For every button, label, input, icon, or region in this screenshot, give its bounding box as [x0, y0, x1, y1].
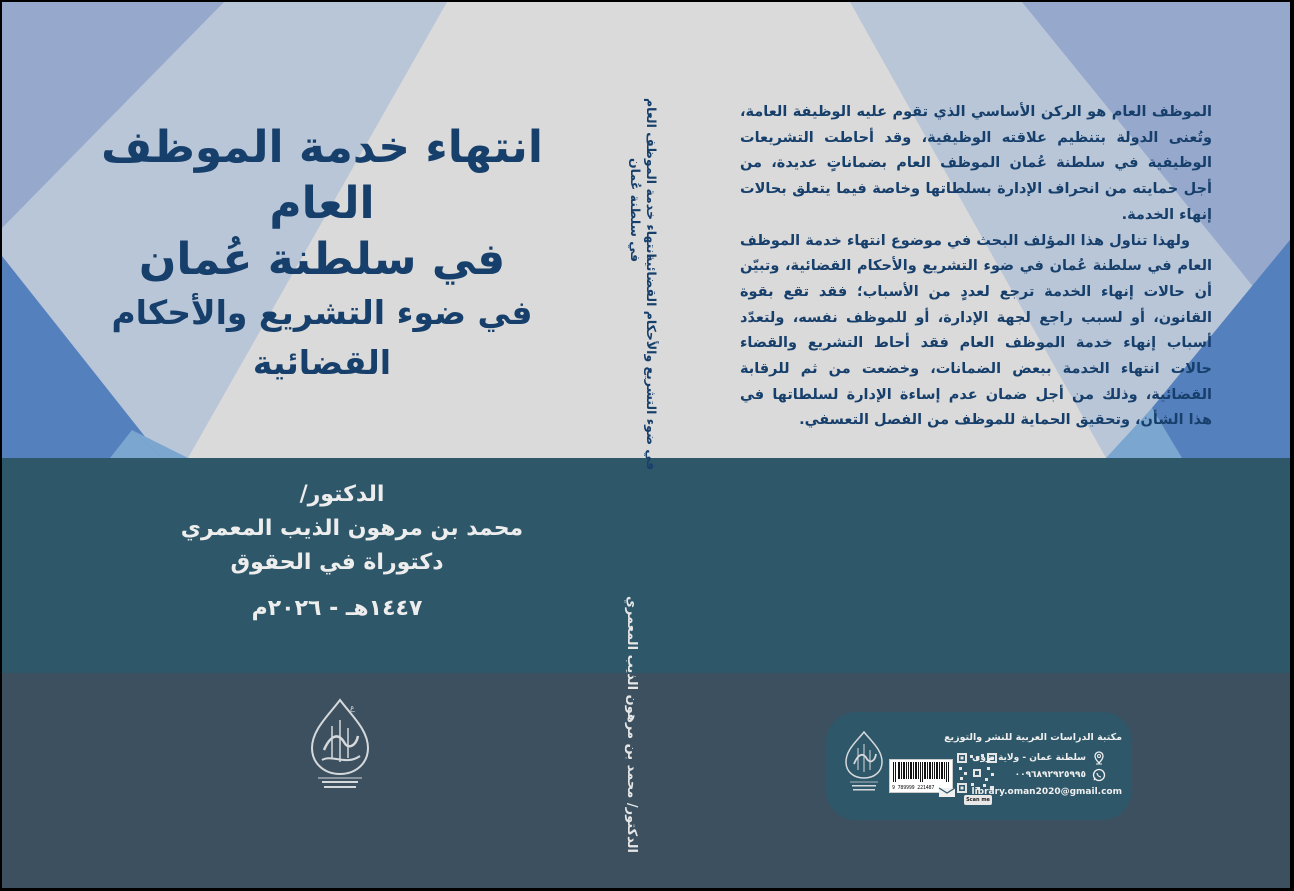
location-pin-icon [1092, 751, 1106, 765]
publisher-logo-icon [298, 696, 382, 792]
back-cover-blurb [740, 100, 1212, 434]
front-title [52, 120, 592, 388]
publication-year: ١٤٤٧هـ - ٢٠٢٦م [251, 596, 423, 621]
barcode-bars-icon [890, 760, 952, 784]
blurb-paragraph-1: الموظف العام هو الركن الأساسي الذي تقوم عليه الوظيفة العامة، وتُعنى الدولة بتنظيم علاقته الوظيفية، وقد أحاطت التشريعات الوظيفية في سلطنة عُمان الموظف العام بضماناتٍ عديدة، من أجل حمايته من انحراف الإدارة بسلطاتها وخاصة فيما يتعلق بحالات إنهاء الخدمة. [740, 104, 1212, 223]
envelope-icon [938, 785, 956, 799]
barcode-digits: 9 789999 221487 [892, 785, 935, 791]
publisher-name: مكتبة الدراسات العربية للنشر والتوزيع [944, 732, 1122, 743]
spine-author: الدكتور/ محمد بن مرهون الذيب المعمري [624, 596, 639, 853]
title-line-2: في سلطنة عُمان [138, 234, 506, 285]
publisher-email-row [938, 785, 1123, 799]
whatsapp-icon [1092, 768, 1106, 782]
author-degree: دكتوراة في الحقوق [230, 550, 444, 575]
blurb-paragraph-2: ولهذا تناول هذا المؤلف البحث في موضوع انتهاء خدمة الموظف العام في سلطنة عُمان في ضوء التشريع والأحكام القضائية، وتبيّن أن حالات إنهاء الخدمة ترجع لعددٍ من الأسباب؛ فقد تقع بقوة القانون، أو لسبب راجع لجهة الإدارة، أو للموظف نفسه، ولتعدّد أسباب إنهاء خدمة الموظف العام فقد أحاط التشريع والقضاء حالات انتهاء الخدمة ببعض الضمانات، وخضعت من ثم للرقابة القضائية، وذلك من أجل ضمان عدم إساءة الإدارة لسلطاتها في هذا الشأن، وتحقيق الحماية للموظف من الفصل التعسفي. [740, 232, 1212, 429]
svg-text:ع: ع [350, 703, 355, 712]
publisher-email: library.oman2020@gmail.com [971, 787, 1122, 797]
publisher-location: سلطنة عمان - ولاية نزوى [972, 753, 1086, 763]
author-name: محمد بن مرهون الذيب المعمري [180, 516, 524, 541]
qr-scan-label: Scan me [964, 795, 992, 805]
spine-title-line-1: انتهاء خدمة الموظف العام [644, 98, 659, 258]
publisher-phone: ٠٠٩٦٨٩٢٩٢٥٩٩٥ [1014, 770, 1086, 780]
title-subtitle: في ضوء التشريع والأحكام القضائية [111, 293, 533, 382]
author-info [152, 478, 552, 626]
book-cover-spread [2, 2, 1290, 888]
spine-title-line-2: في سلطنة عُمان [628, 158, 643, 263]
publisher-phone-row [1015, 768, 1106, 782]
publisher-logo-icon [838, 728, 890, 796]
author-prefix: الدكتور/ [299, 482, 385, 507]
publisher-location-row [972, 751, 1106, 765]
publisher-info-box [826, 712, 1132, 820]
spine-subtitle: في ضوء التشريع والأحكام القضائية [644, 254, 659, 471]
title-line-1: انتهاء خدمة الموظف العام [101, 122, 543, 229]
spine-title [602, 98, 702, 471]
